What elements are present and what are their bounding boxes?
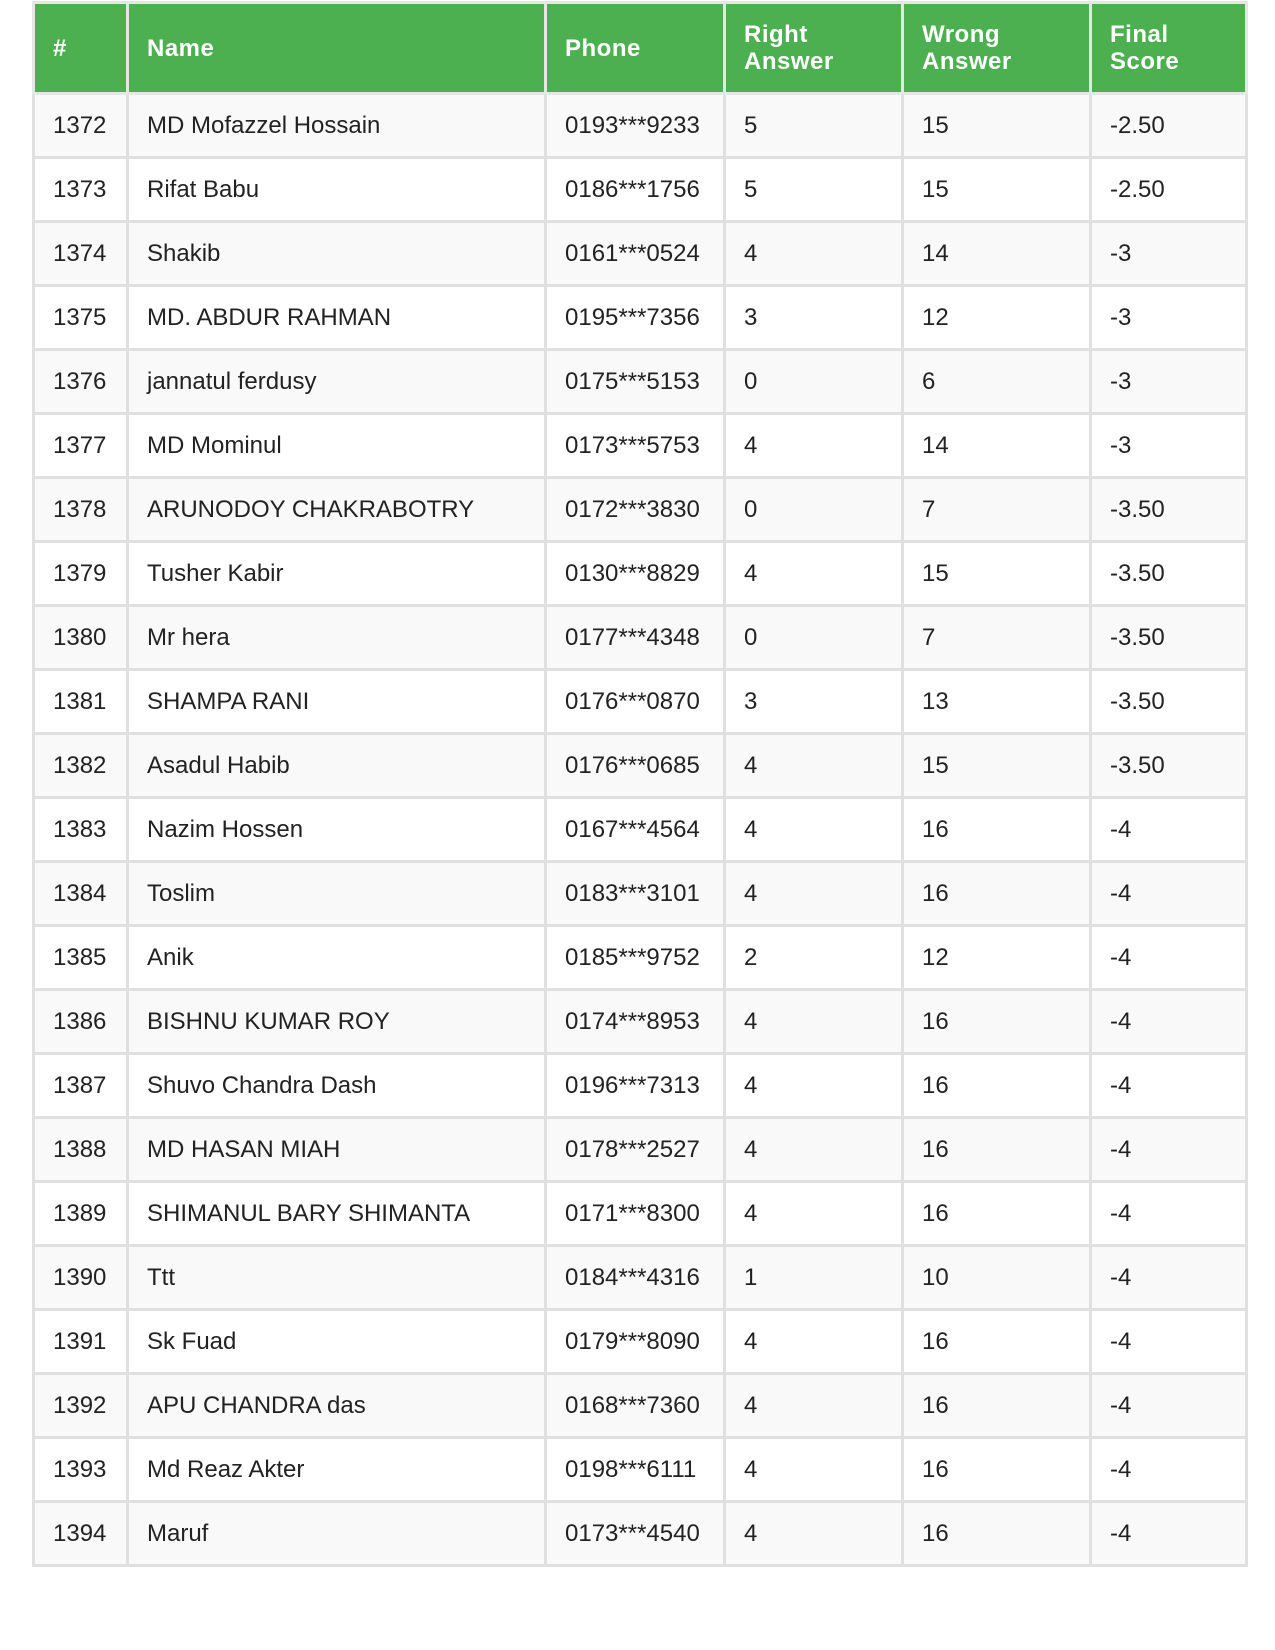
cell-right-answer: 4	[725, 222, 903, 286]
cell-wrong-answer: 15	[903, 158, 1091, 222]
table-row	[34, 1502, 1247, 1566]
table-row	[34, 158, 1247, 222]
header-wrong-answer	[903, 3, 1091, 94]
cell-right-answer: 5	[725, 158, 903, 222]
cell-phone: 0173***5753	[546, 414, 725, 478]
cell-final-score: -2.50	[1091, 158, 1247, 222]
cell-phone: 0176***0870	[546, 670, 725, 734]
cell-wrong-answer: 7	[903, 606, 1091, 670]
cell-wrong-answer: 16	[903, 1118, 1091, 1182]
cell-name: MD Mominul	[128, 414, 546, 478]
cell-phone: 0195***7356	[546, 286, 725, 350]
cell-name: Ttt	[128, 1246, 546, 1310]
cell-right-answer: 0	[725, 350, 903, 414]
table-row	[34, 1438, 1247, 1502]
table-row	[34, 1182, 1247, 1246]
cell-phone: 0161***0524	[546, 222, 725, 286]
cell-phone: 0184***4316	[546, 1246, 725, 1310]
cell-right-answer: 3	[725, 670, 903, 734]
cell-final-score: -3.50	[1091, 734, 1247, 798]
cell-name: MD Mofazzel Hossain	[128, 94, 546, 158]
cell-phone: 0193***9233	[546, 94, 725, 158]
cell-phone: 0178***2527	[546, 1118, 725, 1182]
cell-right-answer: 0	[725, 606, 903, 670]
cell-phone: 0176***0685	[546, 734, 725, 798]
cell-right-answer: 4	[725, 1438, 903, 1502]
table-row	[34, 734, 1247, 798]
cell-name: Tusher Kabir	[128, 542, 546, 606]
cell-right-answer: 5	[725, 94, 903, 158]
table-row	[34, 1118, 1247, 1182]
cell-final-score: -4	[1091, 1374, 1247, 1438]
cell-name: Sk Fuad	[128, 1310, 546, 1374]
cell-phone: 0171***8300	[546, 1182, 725, 1246]
cell-final-score: -4	[1091, 798, 1247, 862]
cell-final-score: -4	[1091, 1118, 1247, 1182]
cell-right-answer: 2	[725, 926, 903, 990]
cell-number: 1387	[34, 1054, 128, 1118]
header-final-line2: Score	[1110, 48, 1180, 75]
table-row	[34, 1054, 1247, 1118]
cell-name: Shuvo Chandra Dash	[128, 1054, 546, 1118]
header-name	[128, 3, 546, 94]
cell-wrong-answer: 6	[903, 350, 1091, 414]
cell-number: 1391	[34, 1310, 128, 1374]
cell-final-score: -4	[1091, 1502, 1247, 1566]
cell-phone: 0183***3101	[546, 862, 725, 926]
cell-phone: 0174***8953	[546, 990, 725, 1054]
cell-right-answer: 1	[725, 1246, 903, 1310]
cell-name: Mr hera	[128, 606, 546, 670]
cell-name: ARUNODOY CHAKRABOTRY	[128, 478, 546, 542]
cell-wrong-answer: 15	[903, 94, 1091, 158]
cell-number: 1378	[34, 478, 128, 542]
cell-final-score: -3.50	[1091, 670, 1247, 734]
cell-number: 1388	[34, 1118, 128, 1182]
header-wrong-line1: Wrong	[922, 21, 1001, 48]
cell-final-score: -4	[1091, 990, 1247, 1054]
cell-final-score: -3	[1091, 286, 1247, 350]
cell-final-score: -3	[1091, 222, 1247, 286]
cell-name: Shakib	[128, 222, 546, 286]
header-row	[34, 3, 1247, 94]
cell-name: Nazim Hossen	[128, 798, 546, 862]
cell-wrong-answer: 15	[903, 734, 1091, 798]
cell-phone: 0177***4348	[546, 606, 725, 670]
table-body	[34, 94, 1247, 1566]
table-row	[34, 94, 1247, 158]
cell-phone: 0172***3830	[546, 478, 725, 542]
cell-number: 1373	[34, 158, 128, 222]
cell-phone: 0167***4564	[546, 798, 725, 862]
cell-name: APU CHANDRA das	[128, 1374, 546, 1438]
cell-name: SHIMANUL BARY SHIMANTA	[128, 1182, 546, 1246]
cell-name: Md Reaz Akter	[128, 1438, 546, 1502]
cell-right-answer: 4	[725, 1118, 903, 1182]
cell-right-answer: 4	[725, 1374, 903, 1438]
cell-name: Toslim	[128, 862, 546, 926]
cell-right-answer: 4	[725, 1310, 903, 1374]
cell-number: 1380	[34, 606, 128, 670]
cell-name: Maruf	[128, 1502, 546, 1566]
cell-name: MD HASAN MIAH	[128, 1118, 546, 1182]
header-wrong-line2: Answer	[922, 48, 1012, 75]
cell-phone: 0173***4540	[546, 1502, 725, 1566]
cell-name: BISHNU KUMAR ROY	[128, 990, 546, 1054]
cell-number: 1389	[34, 1182, 128, 1246]
table-row	[34, 926, 1247, 990]
cell-name: SHAMPA RANI	[128, 670, 546, 734]
cell-final-score: -3.50	[1091, 478, 1247, 542]
cell-phone: 0175***5153	[546, 350, 725, 414]
cell-wrong-answer: 16	[903, 798, 1091, 862]
cell-wrong-answer: 7	[903, 478, 1091, 542]
cell-phone: 0179***8090	[546, 1310, 725, 1374]
cell-number: 1392	[34, 1374, 128, 1438]
header-number	[34, 3, 128, 94]
cell-number: 1381	[34, 670, 128, 734]
cell-wrong-answer: 14	[903, 414, 1091, 478]
cell-wrong-answer: 16	[903, 1502, 1091, 1566]
cell-name: jannatul ferdusy	[128, 350, 546, 414]
cell-name: Rifat Babu	[128, 158, 546, 222]
header-number-label: #	[53, 34, 67, 62]
cell-number: 1382	[34, 734, 128, 798]
cell-right-answer: 4	[725, 542, 903, 606]
table-row	[34, 606, 1247, 670]
header-phone-label: Phone	[565, 34, 641, 62]
cell-name: Asadul Habib	[128, 734, 546, 798]
header-final-score	[1091, 3, 1247, 94]
cell-right-answer: 4	[725, 990, 903, 1054]
cell-number: 1384	[34, 862, 128, 926]
cell-wrong-answer: 16	[903, 1310, 1091, 1374]
table-row	[34, 414, 1247, 478]
cell-right-answer: 0	[725, 478, 903, 542]
table-row	[34, 1246, 1247, 1310]
cell-right-answer: 3	[725, 286, 903, 350]
header-final-line1: Final	[1110, 21, 1169, 48]
cell-wrong-answer: 16	[903, 990, 1091, 1054]
cell-wrong-answer: 16	[903, 1054, 1091, 1118]
cell-final-score: -4	[1091, 1310, 1247, 1374]
header-phone	[546, 3, 725, 94]
cell-right-answer: 4	[725, 862, 903, 926]
cell-wrong-answer: 14	[903, 222, 1091, 286]
cell-phone: 0185***9752	[546, 926, 725, 990]
cell-final-score: -4	[1091, 1182, 1247, 1246]
cell-wrong-answer: 13	[903, 670, 1091, 734]
cell-phone: 0196***7313	[546, 1054, 725, 1118]
cell-wrong-answer: 12	[903, 926, 1091, 990]
results-table	[32, 1, 1248, 1567]
cell-right-answer: 4	[725, 414, 903, 478]
cell-right-answer: 4	[725, 1182, 903, 1246]
cell-final-score: -3	[1091, 414, 1247, 478]
cell-number: 1377	[34, 414, 128, 478]
table-row	[34, 350, 1247, 414]
table-row	[34, 990, 1247, 1054]
header-right-line2: Answer	[744, 48, 834, 75]
table-row	[34, 1310, 1247, 1374]
cell-number: 1372	[34, 94, 128, 158]
cell-final-score: -3.50	[1091, 606, 1247, 670]
cell-wrong-answer: 10	[903, 1246, 1091, 1310]
cell-phone: 0130***8829	[546, 542, 725, 606]
cell-final-score: -4	[1091, 1054, 1247, 1118]
cell-number: 1394	[34, 1502, 128, 1566]
cell-phone: 0168***7360	[546, 1374, 725, 1438]
cell-final-score: -4	[1091, 1438, 1247, 1502]
table-row	[34, 862, 1247, 926]
header-name-label: Name	[147, 34, 215, 62]
cell-number: 1379	[34, 542, 128, 606]
cell-right-answer: 4	[725, 1502, 903, 1566]
table-header	[34, 3, 1247, 94]
table-row	[34, 542, 1247, 606]
cell-final-score: -4	[1091, 862, 1247, 926]
header-right-line1: Right	[744, 21, 808, 48]
cell-phone: 0186***1756	[546, 158, 725, 222]
cell-number: 1386	[34, 990, 128, 1054]
cell-final-score: -2.50	[1091, 94, 1247, 158]
cell-wrong-answer: 12	[903, 286, 1091, 350]
cell-final-score: -3.50	[1091, 542, 1247, 606]
cell-right-answer: 4	[725, 734, 903, 798]
cell-number: 1385	[34, 926, 128, 990]
cell-final-score: -4	[1091, 1246, 1247, 1310]
cell-final-score: -3	[1091, 350, 1247, 414]
table-row	[34, 286, 1247, 350]
cell-right-answer: 4	[725, 798, 903, 862]
table-row	[34, 1374, 1247, 1438]
cell-wrong-answer: 16	[903, 862, 1091, 926]
table-row	[34, 478, 1247, 542]
cell-number: 1393	[34, 1438, 128, 1502]
cell-phone: 0198***6111	[546, 1438, 725, 1502]
cell-wrong-answer: 16	[903, 1182, 1091, 1246]
cell-right-answer: 4	[725, 1054, 903, 1118]
cell-name: Anik	[128, 926, 546, 990]
cell-number: 1383	[34, 798, 128, 862]
cell-name: MD. ABDUR RAHMAN	[128, 286, 546, 350]
cell-number: 1376	[34, 350, 128, 414]
cell-number: 1374	[34, 222, 128, 286]
cell-wrong-answer: 16	[903, 1374, 1091, 1438]
header-right-answer	[725, 3, 903, 94]
cell-final-score: -4	[1091, 926, 1247, 990]
cell-wrong-answer: 16	[903, 1438, 1091, 1502]
cell-number: 1390	[34, 1246, 128, 1310]
table-row	[34, 798, 1247, 862]
table-row	[34, 222, 1247, 286]
cell-number: 1375	[34, 286, 128, 350]
table-row	[34, 670, 1247, 734]
cell-wrong-answer: 15	[903, 542, 1091, 606]
